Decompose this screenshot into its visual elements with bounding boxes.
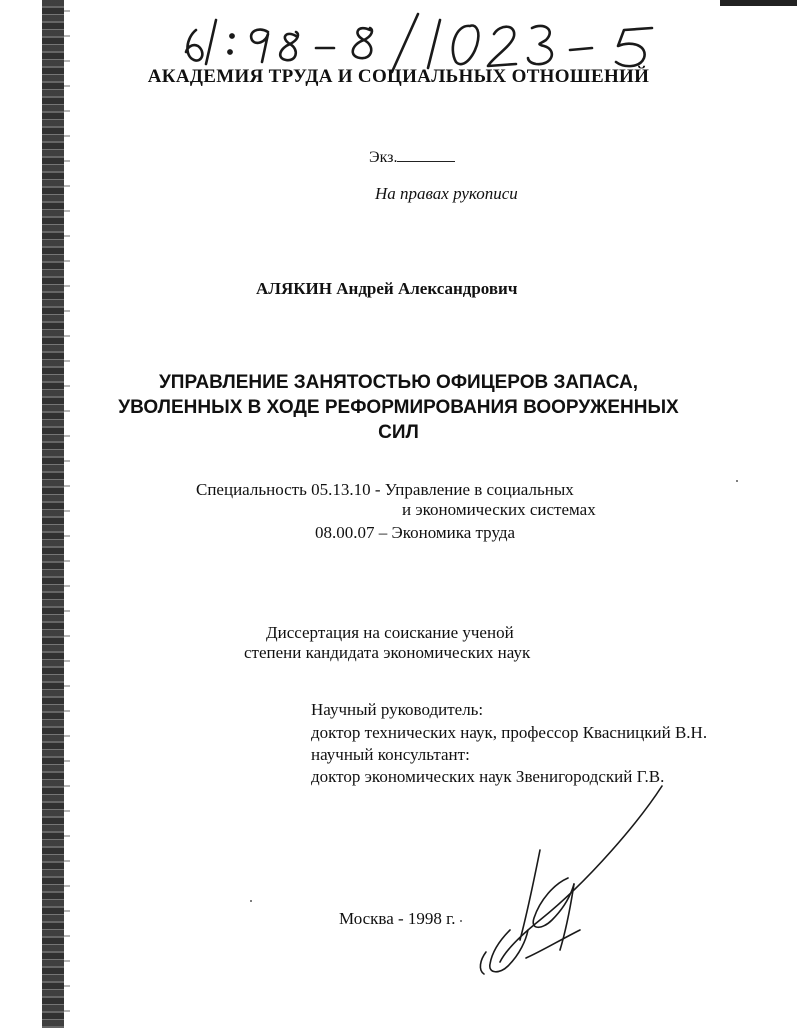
copy-number-field [369,147,455,167]
scan-binding-edge [42,0,64,1028]
degree-line-2: степени кандидата экономических наук [244,643,531,662]
scan-binding-noise [64,0,70,1028]
specialty-line-2: и экономических системах [402,500,596,519]
scan-speck [460,920,462,922]
specialty-line-3: 08.00.07 – Экономика труда [315,523,516,542]
title-line: УВОЛЕННЫХ В ХОДЕ РЕФОРМИРОВАНИЯ ВООРУЖЕННЫХ [118,397,679,418]
institution-name: АКАДЕМИЯ ТРУДА И СОЦИАЛЬНЫХ ОТНОШЕНИЙ [147,66,650,87]
scan-speck [736,480,738,482]
copy-number-blank [397,147,455,162]
scan-speck [250,900,252,902]
degree-line-1: Диссертация на соискание ученой [266,623,514,642]
title-line: УПРАВЛЕНИЕ ЗАНЯТОСТЬЮ ОФИЦЕРОВ ЗАПАСА, [158,372,638,393]
copy-label: Экз. [369,149,398,166]
advisor-name: доктор технических наук, профессор Квасницкий В.Н. [311,723,708,742]
city-year: Москва - 1998 г. [339,909,456,928]
manuscript-rights: На правах рукописи [375,184,518,203]
advisor-heading: Научный руководитель: [311,700,484,719]
consultant-heading: научный консультант: [311,745,470,764]
author-name: АЛЯКИН Андрей Александрович [256,279,518,298]
specialty-line-1: Специальность 05.13.10 - Управление в социальных [196,480,574,499]
handwritten-signature [470,780,680,980]
consultant-name: доктор экономических наук Звенигородский Г.В. [311,767,665,786]
scan-top-edge [720,0,797,6]
title-line: СИЛ [378,422,419,443]
dissertation-title [0,370,797,445]
